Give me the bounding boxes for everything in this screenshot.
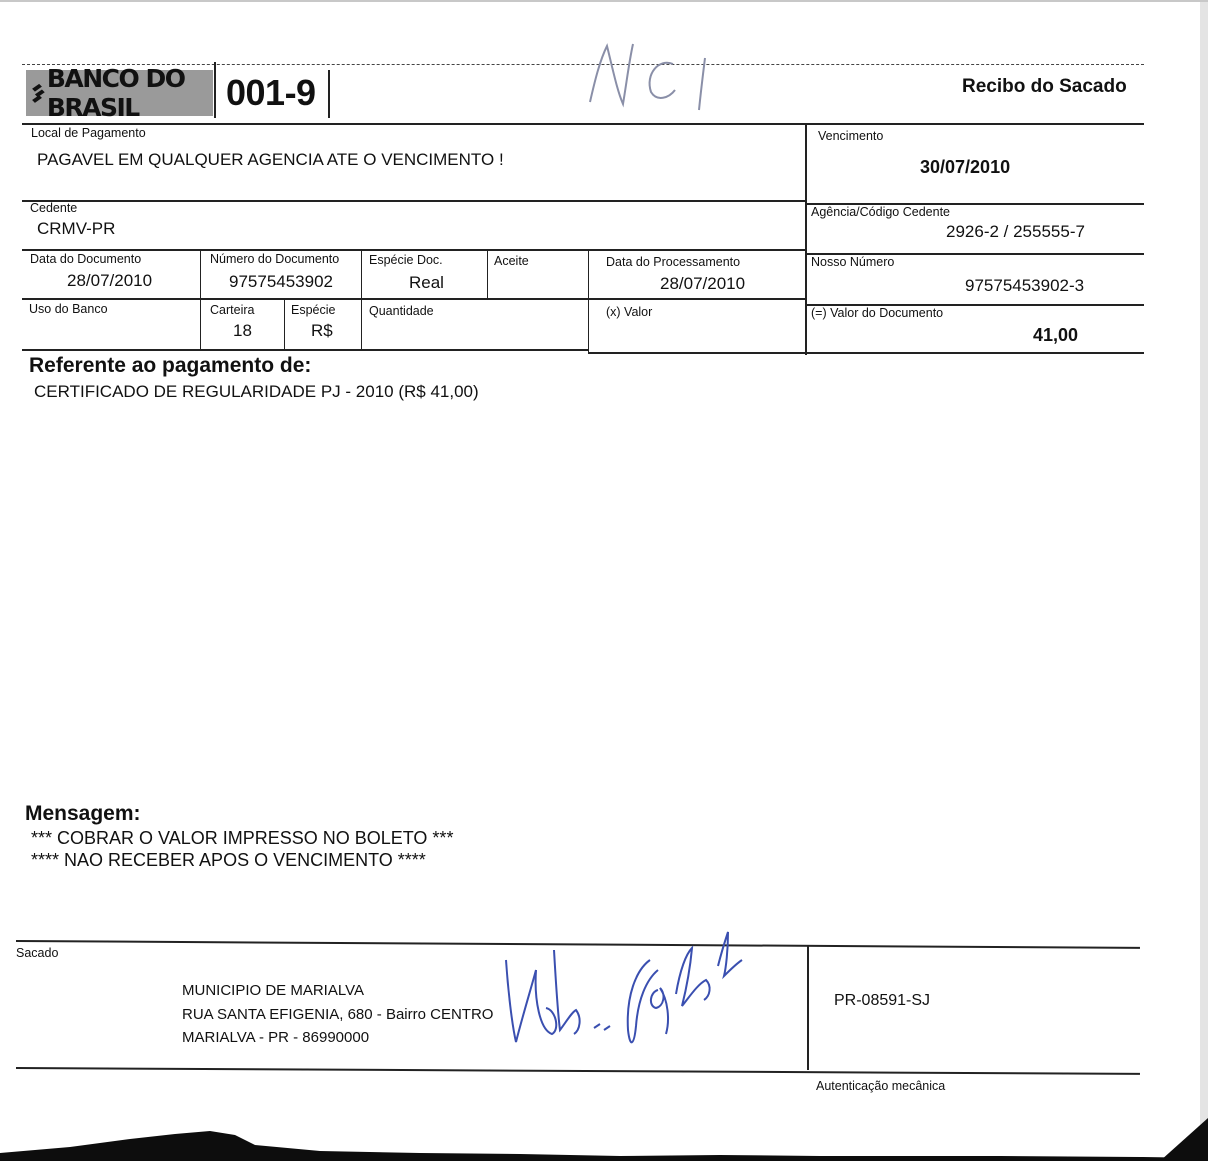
table-bottom-line xyxy=(22,349,588,351)
sacado-divider xyxy=(807,945,809,1070)
agencia-codigo-label: Agência/Código Cedente xyxy=(811,205,950,219)
vencimento-value: 30/07/2010 xyxy=(920,157,1011,177)
referente-title: Referente ao pagamento de: xyxy=(29,354,312,377)
handwritten-signature xyxy=(500,930,750,1050)
data-documento-value: 28/07/2010 xyxy=(67,271,153,290)
sacado-code: PR-08591-SJ xyxy=(834,992,931,1009)
sacado-bottom-line xyxy=(16,1067,1140,1075)
valor-label: (x) Valor xyxy=(606,305,653,319)
valor-documento-label: (=) Valor do Documento xyxy=(811,306,944,320)
right-column-divider xyxy=(805,124,807,355)
col-divider-3 xyxy=(487,250,488,300)
cedente-value: CRMV-PR xyxy=(37,219,116,238)
mensagem-line-1: *** COBRAR O VALOR IMPRESSO NO BOLETO *** xyxy=(31,828,454,848)
bank-code-divider xyxy=(328,70,330,118)
scan-right-edge xyxy=(1200,0,1208,1161)
scan-top-edge xyxy=(0,0,1208,2)
valor-documento-value: 41,00 xyxy=(1033,325,1079,345)
sacado-label: Sacado xyxy=(16,946,59,960)
row4-top-line xyxy=(22,298,806,300)
data-processamento-value: 28/07/2010 xyxy=(660,274,746,293)
col-divider-2 xyxy=(361,250,362,350)
receipt-title: Recibo do Sacado xyxy=(962,76,1127,97)
nosso-numero-value: 97575453902-3 xyxy=(965,276,1085,295)
mensagem-title: Mensagem: xyxy=(25,802,141,825)
torn-bottom-edge xyxy=(0,1118,1208,1161)
col-divider-carteira xyxy=(284,300,285,350)
bank-symbol-icon xyxy=(30,78,47,108)
uso-banco-label: Uso do Banco xyxy=(29,302,108,316)
referente-text: CERTIFICADO DE REGULARIDADE PJ - 2010 (R$ 41,00) xyxy=(34,382,479,401)
autenticacao-label: Autenticação mecânica xyxy=(816,1079,946,1093)
table-bottom-line-right xyxy=(588,352,1144,354)
local-pagamento-label: Local de Pagamento xyxy=(31,126,146,140)
sacado-name: MUNICIPIO DE MARIALVA xyxy=(182,982,364,999)
sacado-address: RUA SANTA EFIGENIA, 680 - Bairro CENTRO xyxy=(182,1006,494,1023)
especie-value: R$ xyxy=(311,321,333,340)
numero-documento-value: 97575453902 xyxy=(229,272,334,291)
pencil-annotation xyxy=(585,40,725,120)
especie-doc-label: Espécie Doc. xyxy=(369,253,443,267)
local-pagamento-value: PAGAVEL EM QUALQUER AGENCIA ATE O VENCIMENTO ! xyxy=(37,150,504,169)
col-divider-4 xyxy=(588,250,589,352)
row2-top-line xyxy=(22,200,806,202)
sacado-city: MARIALVA - PR - 86990000 xyxy=(182,1029,370,1046)
vencimento-label: Vencimento xyxy=(818,129,884,143)
carteira-value: 18 xyxy=(233,321,252,340)
nosso-numero-label: Nosso Número xyxy=(811,255,895,269)
data-processamento-label: Data do Processamento xyxy=(606,255,741,269)
aceite-label: Aceite xyxy=(494,254,529,268)
col-divider-1 xyxy=(200,250,201,350)
data-documento-label: Data do Documento xyxy=(30,252,142,266)
especie-doc-value: Real xyxy=(409,273,444,292)
quantidade-label: Quantidade xyxy=(369,304,434,318)
bank-code: 001-9 xyxy=(226,72,316,113)
logo-divider xyxy=(214,62,216,118)
cedente-label: Cedente xyxy=(30,201,78,215)
banco-do-brasil-logo xyxy=(26,64,213,122)
numero-documento-label: Número do Documento xyxy=(210,252,340,266)
carteira-label: Carteira xyxy=(210,303,255,317)
row3-top-line xyxy=(22,249,806,251)
row1-top-line xyxy=(22,123,1144,125)
especie-label: Espécie xyxy=(291,303,336,317)
agencia-codigo-value: 2926-2 / 255555-7 xyxy=(946,222,1085,241)
mensagem-line-2: **** NAO RECEBER APOS O VENCIMENTO **** xyxy=(31,850,426,870)
bank-logo-text: BANCO DO BRASIL xyxy=(46,64,185,122)
